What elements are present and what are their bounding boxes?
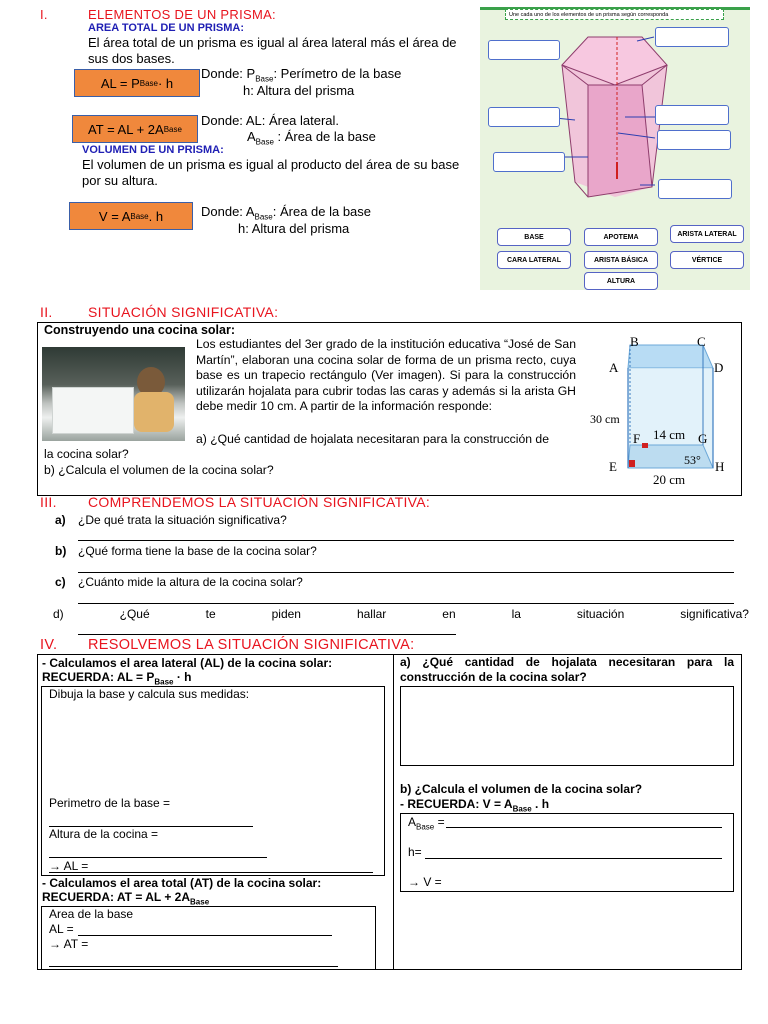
solar-cooker-figure (585, 330, 735, 490)
question-a-label: a) (55, 513, 66, 527)
hojalata-answer-box[interactable] (400, 686, 734, 766)
situation-text: Los estudiantes del 3er grado de la institución educativa “José de San Martín”, elaboran una cocina solar de forma de un prisma recto, cuya base es un trapecio rectángulo (Ver imagen). Si para la construcción utilizarán hojalata para cubrir todas las caras y además si la arista GH debe medir 10 cm. A partir de la información responde: (196, 337, 576, 413)
formula-total-desc-1: Donde: AL: Área lateral. (201, 113, 340, 128)
trapezoid-prism-svg (585, 330, 735, 490)
situation-question-a-2: la cocina solar? (44, 447, 129, 461)
height-answer-line[interactable] (49, 857, 267, 858)
section-3-heading (40, 494, 430, 510)
solar-cooker-photo (42, 347, 185, 441)
situation-question-b: b) ¿Calcula el volumen de la cocina solar? (44, 463, 274, 477)
qd-word: en (442, 607, 456, 621)
blank-label-1[interactable] (655, 27, 729, 47)
volume-recall: - RECUERDA: $V = A_{Base}$ . h (400, 797, 550, 814)
situation-question-a-1: a) ¿Qué cantidad de hojalata necesitaran para la construcción de (196, 432, 549, 446)
diagram-label-cara-lateral[interactable]: CARA LATERAL (497, 251, 571, 269)
qd-word: d) (53, 607, 64, 621)
area-total-text: El área total de un prisma es igual al área lateral más el área de sus dos bases. (88, 35, 457, 66)
vertex-label-c: C (697, 334, 706, 349)
blank-label-3[interactable] (655, 105, 729, 125)
question-d (53, 607, 749, 621)
bottom-side-label: 20 cm (653, 472, 686, 487)
qd-word: te (205, 607, 216, 621)
al-recall: RECUERDA: AL = $P_{Base} \cdot h$ (42, 670, 192, 687)
vertex-label-e: E (609, 459, 617, 474)
volume-question: b) ¿Calcula el volumen de la cocina solar? (400, 782, 643, 796)
formula-volume-desc-2: h: Altura del prisma (238, 221, 350, 236)
at-result-label: → AT = (49, 937, 89, 951)
section-title: COMPRENDEMOS LA SITUACIÓN SIGNIFICATIVA: (88, 494, 431, 510)
al-title: - Calculamos el area lateral (AL) de la cocina solar: (42, 656, 333, 670)
top-side-label: 14 cm (653, 427, 686, 442)
formula-volume-desc-1: Donde: $A_{Base}$: Área de la base (201, 204, 372, 222)
blank-label-5[interactable] (657, 130, 731, 150)
perimeter-label: Perimetro de la base = (49, 796, 171, 810)
section-title: RESOLVEMOS LA SITUACIÓN SIGNIFICATIVA: (88, 637, 415, 653)
qd-word: situación (576, 607, 625, 621)
draw-base-instruction: Dibuja la base y calcula sus medidas: (49, 687, 250, 701)
answer-line-c[interactable] (78, 603, 734, 604)
formula-volume: V = A Base . h (69, 202, 193, 230)
blank-label-6[interactable] (493, 152, 565, 172)
vertex-label-b: B (630, 334, 639, 349)
formula-total-desc-2: $A_{Base}$ : Área de la base (247, 129, 376, 147)
volume-text: El volumen de un prisma es igual al producto del área de su base por su altura. (82, 157, 460, 188)
section-number: II. (40, 304, 53, 320)
prism-elements-diagram (480, 7, 750, 290)
answer-line-a[interactable] (78, 540, 734, 541)
h-answer-line[interactable] (425, 858, 722, 859)
vertex-label-d: D (714, 360, 724, 375)
section-title: ELEMENTOS DE UN PRISMA: (88, 7, 276, 22)
formula-total-area: AT = AL + 2A Base (72, 115, 198, 143)
question-a: ¿De qué trata la situación significativa? (78, 513, 287, 527)
situation-heading: Construyendo una cocina solar: (44, 323, 236, 337)
blank-label-2[interactable] (488, 40, 560, 60)
angle-label: 53° (684, 453, 701, 467)
resolve-divider (393, 654, 394, 970)
hojalata-question: a) ¿Qué cantidad de hojalata necesitaran para la construcción de la cocina solar? (400, 655, 734, 684)
section-number: IV. (40, 637, 58, 653)
question-c: ¿Cuánto mide la altura de la cocina solar? (78, 575, 303, 589)
question-b-label: b) (55, 544, 67, 558)
qd-word: ¿Qué (119, 607, 150, 621)
al-result-label: → AL = (49, 859, 89, 873)
at-title: - Calculamos el area total (AT) de la cocina solar: (42, 876, 322, 890)
answer-line-b[interactable] (78, 572, 734, 573)
volume-title: VOLUMEN DE UN PRISMA: (82, 144, 224, 156)
at-al-label: AL = (49, 922, 74, 936)
volume-work-box[interactable] (400, 813, 734, 892)
section-number: I. (40, 7, 48, 22)
at-recall: RECUERDA: AT = AL + $2A_{Base}$ (42, 890, 210, 907)
vertex-label-a: A (609, 360, 619, 375)
section-title: SITUACIÓN SIGNIFICATIVA: (88, 304, 279, 320)
qd-word: significativa? (680, 607, 749, 621)
diagram-label-vertice[interactable]: VÉRTICE (670, 251, 744, 269)
answer-line-d[interactable] (78, 634, 456, 635)
formula-lateral-area: AL = P Base · h (74, 69, 200, 97)
qd-word: la (511, 607, 521, 621)
area-total-title: AREA TOTAL DE UN PRISMA: (88, 22, 245, 34)
vertex-label-h: H (715, 459, 725, 474)
diagram-label-apotema[interactable]: APOTEMA (584, 228, 658, 246)
v-result-label: → V = (408, 875, 442, 889)
vertex-label-g: G (698, 431, 708, 446)
question-b: ¿Qué forma tiene la base de la cocina solar? (78, 544, 317, 558)
h-label: h= (408, 845, 422, 859)
height-field-label: Altura de la cocina = (49, 827, 159, 841)
diagram-label-base[interactable]: BASE (497, 228, 571, 246)
abase-answer-line[interactable] (446, 827, 722, 828)
question-c-label: c) (55, 575, 66, 589)
diagram-label-arista-lateral[interactable]: ARISTA LATERAL (670, 225, 744, 243)
diagram-instruction: Une cada uno de los elementos de un prisma según corresponda (505, 9, 724, 20)
formula-lateral-desc-1: Donde: $P_{Base}$: Perímetro de la base (201, 66, 402, 84)
at-al-line[interactable] (78, 935, 332, 936)
al-work-box[interactable] (41, 686, 385, 876)
section-2-heading (40, 304, 278, 320)
diagram-label-arista-basica[interactable]: ARISTA BÁSICA (584, 251, 658, 269)
qd-word: hallar (356, 607, 387, 621)
section-1-heading (40, 7, 276, 22)
al-result-line[interactable] (49, 872, 373, 873)
formula-lateral-desc-2: h: Altura del prisma (243, 83, 355, 98)
blank-label-7[interactable] (658, 179, 732, 199)
vertex-label-f: F (633, 431, 641, 446)
section-4-heading (40, 637, 414, 653)
diagram-label-altura[interactable]: ALTURA (584, 272, 658, 290)
area-base-label: Area de la base (49, 907, 134, 921)
height-label: 30 cm (590, 412, 620, 426)
section-number: III. (40, 494, 57, 510)
at-result-line[interactable] (49, 966, 338, 967)
qd-word: piden (271, 607, 301, 621)
abase-label: $A_{Base}$ = (408, 815, 445, 832)
blank-label-4[interactable] (488, 107, 560, 127)
